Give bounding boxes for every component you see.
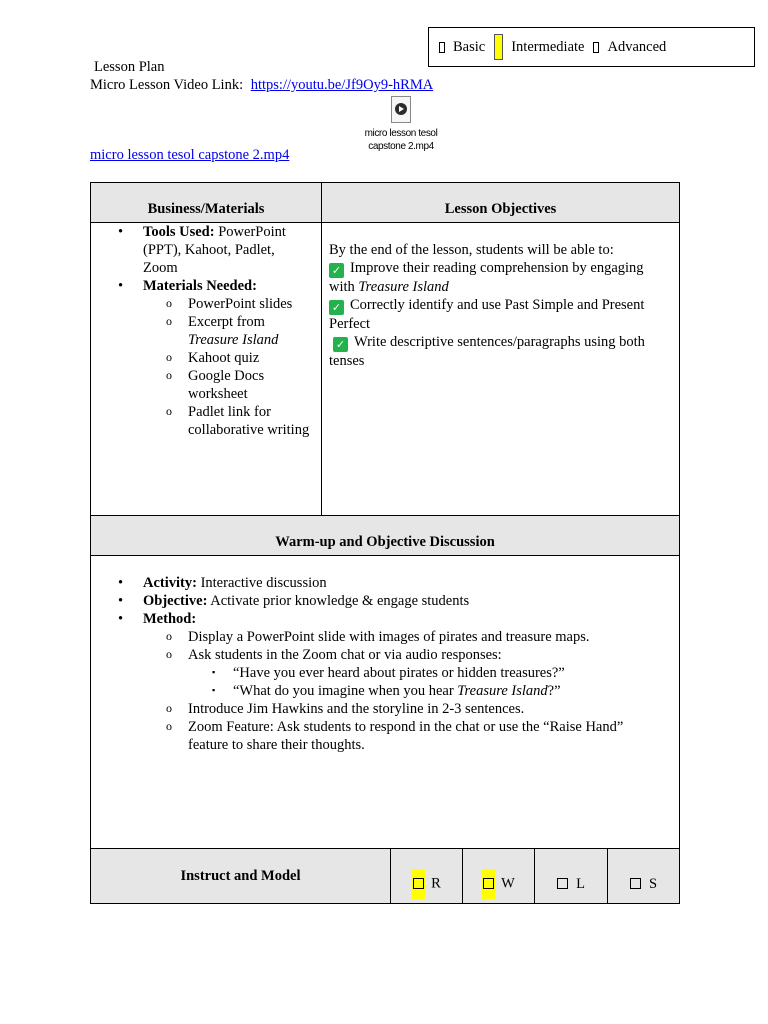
play-icon <box>395 103 407 115</box>
check-mark-icon: ✓ <box>329 263 344 278</box>
list-item: • Objective: Activate prior knowledge & engage students <box>91 592 679 610</box>
objective-item: ✓ Write descriptive sentences/paragraphs using both tenses <box>329 334 645 369</box>
attachment-caption: micro lesson tesol capstone 2.mp4 <box>364 128 438 152</box>
list-item: • Method: <box>91 610 679 628</box>
checkbox-icon <box>439 42 445 53</box>
list-item: ▪ “Have you ever heard about pirates or hidden treasures?” <box>91 664 679 682</box>
list-item: • Materials Needed: <box>91 277 321 295</box>
business-heading: Business/Materials <box>91 183 322 223</box>
video-link[interactable]: https://youtu.be/Jf9Oy9-hRMA <box>250 77 434 93</box>
checkbox-icon <box>630 878 641 889</box>
page-title: Lesson Plan <box>94 59 165 75</box>
level-option-basic[interactable]: Basic <box>439 39 485 56</box>
video-file-icon[interactable] <box>391 96 411 123</box>
list-item: • Activity: Interactive discussion <box>91 574 679 592</box>
lesson-plan-table <box>90 182 680 904</box>
list-item: o Excerpt from Treasure Island <box>91 313 321 349</box>
list-item: o Padlet link for collaborative writing <box>91 403 321 439</box>
list-item: o Zoom Feature: Ask students to respond in the chat or use the “Raise Hand” feature to share their thoughts. <box>91 718 679 754</box>
objective-item: ✓ Correctly identify and use Past Simple and Present Perfect <box>329 297 645 332</box>
check-mark-icon: ✓ <box>333 337 348 352</box>
list-item: o Ask students in the Zoom chat or via audio responses: <box>91 646 679 664</box>
checkbox-icon <box>593 42 599 53</box>
list-item: o PowerPoint slides <box>91 295 321 313</box>
list-item: o Kahoot quiz <box>91 349 321 367</box>
attachment-link[interactable]: micro lesson tesol capstone 2.mp4 <box>90 147 290 163</box>
highlight-mark <box>412 869 425 899</box>
highlight-mark <box>482 869 495 899</box>
instruct-heading: Instruct and Model <box>91 849 391 904</box>
level-option-intermediate[interactable]: Intermediate <box>494 34 584 60</box>
list-item: ▪ “What do you imagine when you hear Treasure Island?” <box>91 682 679 700</box>
list-item: o Introduce Jim Hawkins and the storyline in 2-3 sentences. <box>91 700 679 718</box>
objectives-heading: Lesson Objectives <box>322 183 680 223</box>
check-mark-icon: ✓ <box>329 300 344 315</box>
objectives-cell: By the end of the lesson, students will be able to: ✓ Improve their reading comprehension by engaging with Treasure Island ✓ Correctly identify and use Past Simple and Present Perfect ✓ Write descriptive sentences/paragraphs using both tenses <box>322 223 680 516</box>
checkbox-icon <box>557 878 568 889</box>
skill-listening[interactable]: L <box>535 849 608 904</box>
warmup-cell <box>91 556 680 849</box>
checkbox-icon <box>413 878 424 889</box>
list-item: • Tools Used: PowerPoint (PPT), Kahoot, Padlet, Zoom <box>91 223 321 277</box>
objective-item: ✓ Improve their reading comprehension by engaging with Treasure Island <box>329 260 644 295</box>
skill-speaking[interactable]: S <box>608 849 680 904</box>
level-selector <box>428 27 755 67</box>
level-option-advanced[interactable]: Advanced <box>593 39 666 56</box>
business-cell <box>91 223 322 516</box>
list-item: o Google Docs worksheet <box>91 367 321 403</box>
checkbox-icon <box>483 878 494 889</box>
skill-writing[interactable]: W <box>463 849 535 904</box>
warmup-heading: Warm-up and Objective Discussion <box>91 516 680 556</box>
video-link-line: Micro Lesson Video Link: https://youtu.be/Jf9Oy9-hRMA <box>90 77 434 93</box>
list-item: o Display a PowerPoint slide with images of pirates and treasure maps. <box>91 628 679 646</box>
skill-reading[interactable]: R <box>391 849 463 904</box>
checkbox-icon <box>494 34 503 60</box>
